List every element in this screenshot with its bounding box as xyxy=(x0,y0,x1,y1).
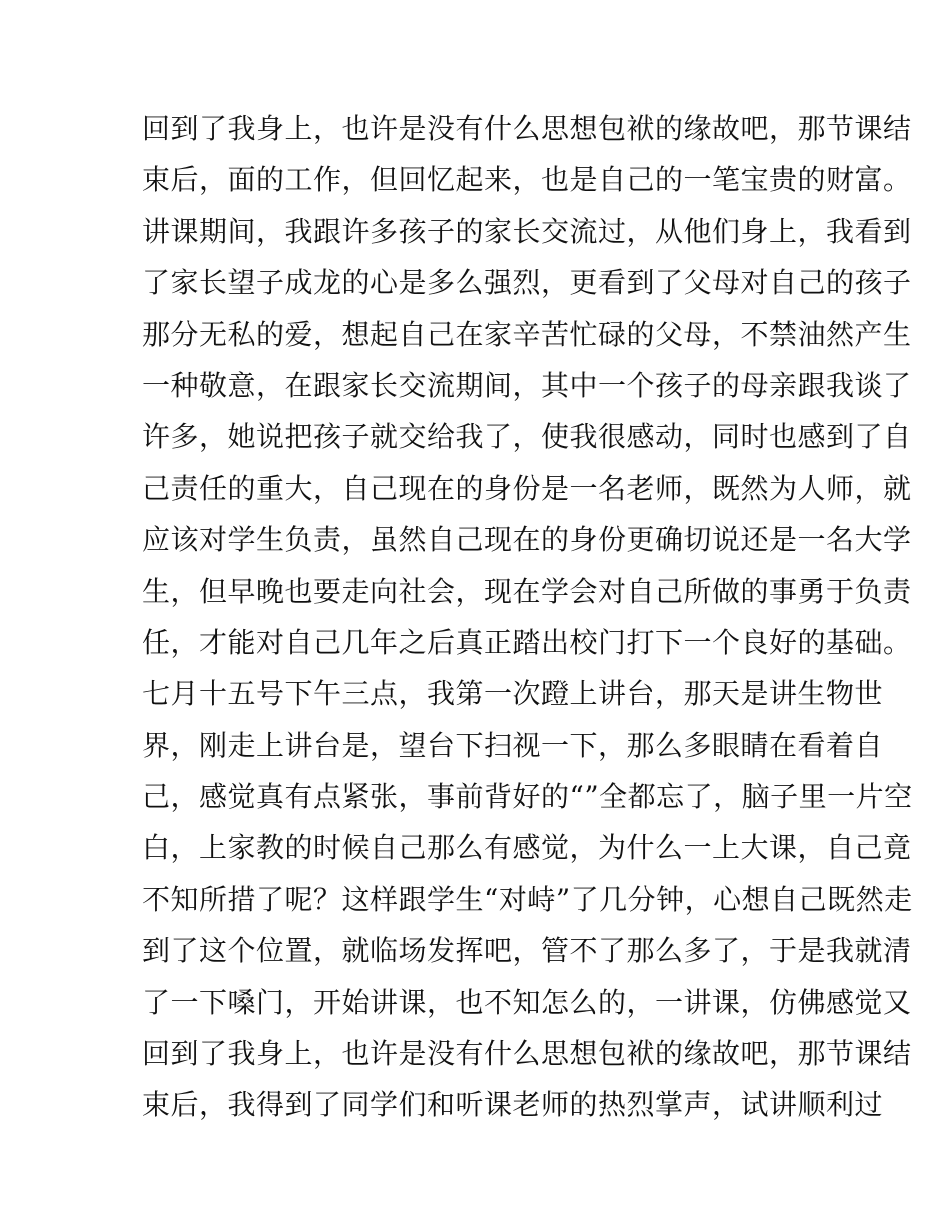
text-line: 任，才能对自己几年之后真正踏出校门打下一个良好的基础。 xyxy=(142,625,912,659)
body-text xyxy=(142,103,913,1131)
text-line: 应该对学生负责，虽然自己现在的身份更确切说还是一名大学 xyxy=(142,523,912,557)
text-line: 许多，她说把孩子就交给我了，使我很感动，同时也感到了自 xyxy=(142,420,912,454)
text-line: 己，感觉真有点紧张，事前背好的“”全都忘了，脑子里一片空 xyxy=(142,780,913,814)
text-line: 那分无私的爱，想起自己在家辛苦忙碌的父母，不禁油然产生 xyxy=(142,317,912,351)
text-line: 回到了我身上，也许是没有什么思想包袱的缘故吧，那节课结 xyxy=(142,1037,912,1071)
text-line: 一种敬意，在跟家长交流期间，其中一个孩子的母亲跟我谈了 xyxy=(142,368,912,402)
text-line: 不知所措了呢？这样跟学生“对峙”了几分钟，心想自己既然走 xyxy=(142,882,913,916)
text-line: 讲课期间，我跟许多孩子的家长交流过，从他们身上，我看到 xyxy=(142,214,912,248)
text-line: 束后，我得到了同学们和听课老师的热烈掌声，试讲顺利过 xyxy=(142,1088,884,1122)
text-line: 白，上家教的时候自己那么有感觉，为什么一上大课，自己竟 xyxy=(142,831,912,865)
text-line: 七月十五号下午三点，我第一次蹬上讲台，那天是讲生物世 xyxy=(142,677,884,711)
text-line: 己责任的重大，自己现在的身份是一名老师，既然为人师，就 xyxy=(142,471,912,505)
text-line: 了一下嗓门，开始讲课，也不知怎么的，一讲课，仿佛感觉又 xyxy=(142,985,912,1019)
text-line: 了家长望子成龙的心是多么强烈，更看到了父母对自己的孩子 xyxy=(142,266,912,300)
text-line: 界，刚走上讲台是，望台下扫视一下，那么多眼睛在看着自 xyxy=(142,728,884,762)
text-line: 到了这个位置，就临场发挥吧，管不了那么多了，于是我就清 xyxy=(142,934,912,968)
text-line: 束后，面的工作，但回忆起来，也是自己的一笔宝贵的财富。 xyxy=(142,163,912,197)
text-line: 回到了我身上，也许是没有什么思想包袱的缘故吧，那节课结 xyxy=(142,112,912,145)
text-line: 生，但早晚也要走向社会，现在学会对自己所做的事勇于负责 xyxy=(142,574,912,608)
